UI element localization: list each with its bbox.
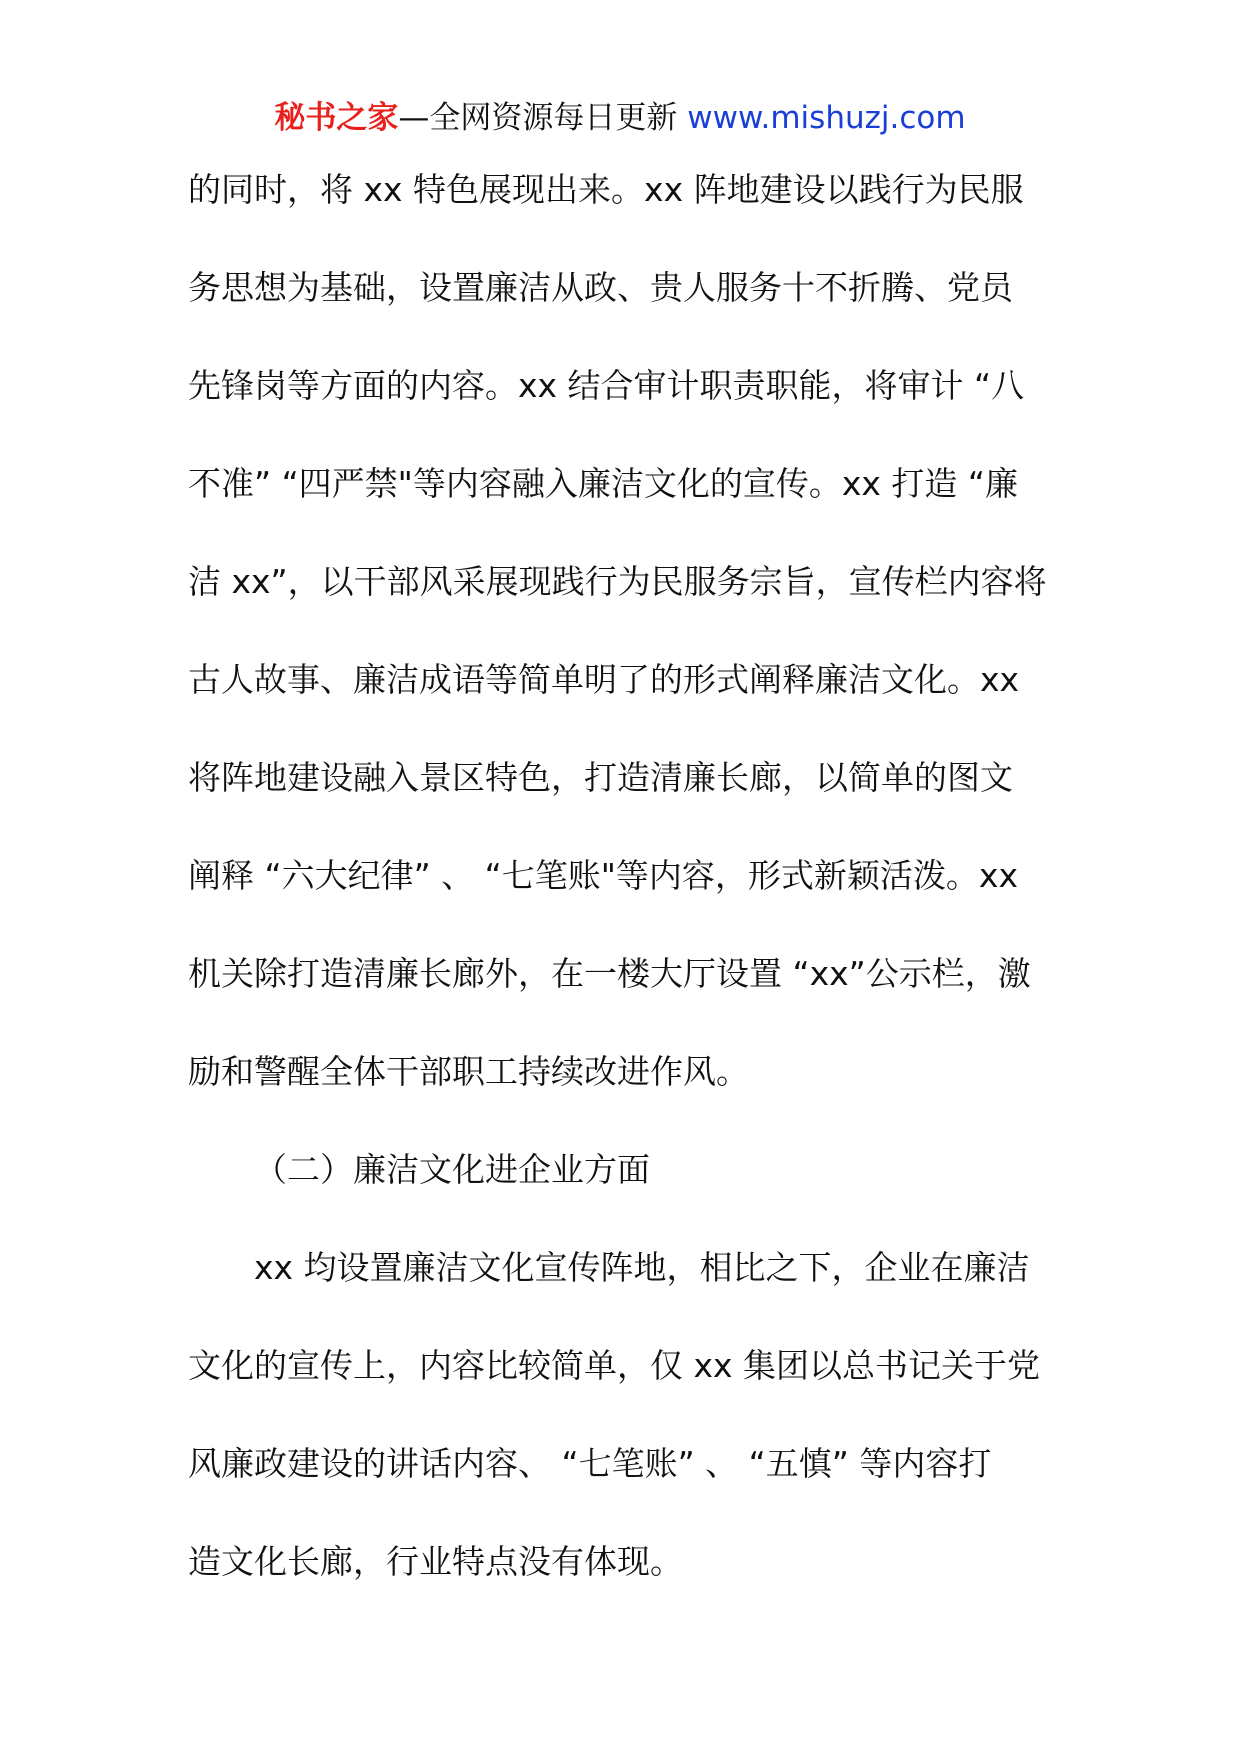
- site-url-link[interactable]: www.mishuzj.com: [687, 100, 966, 136]
- text-line: 将阵地建设融入景区特色，打造清廉长廊，以简单的图文: [188, 758, 1013, 797]
- paragraph-1: [188, 165, 1058, 1145]
- text-line: 机关除打造清廉长廊外，在一楼大厅设置 “xx”公示栏，激: [188, 954, 1031, 993]
- text-line: 的同时，将 xx 特色展现出来。xx 阵地建设以践行为民服: [188, 170, 1024, 209]
- text-line: 先锋岗等方面的内容。xx 结合审计职责职能，将审计 “八: [188, 366, 1025, 405]
- text-line: 阐释 “六大纪律” 、 “七笔账"等内容，形式新颖活泼。xx: [188, 856, 1018, 895]
- text-line: 不准” “四严禁"等内容融入廉洁文化的宣传。xx 打造 “廉: [188, 464, 1018, 503]
- site-header: [0, 98, 1240, 138]
- section-heading: （二）廉洁文化进企业方面: [254, 1150, 650, 1189]
- site-brand-name: 秘书之家: [274, 100, 399, 136]
- text-line: 文化的宣传上，内容比较简单，仅 xx 集团以总书记关于党: [188, 1346, 1041, 1385]
- paragraph-2: [188, 1243, 1058, 1635]
- text-line: 风廉政建设的讲话内容、 “七笔账” 、 “五慎” 等内容打: [188, 1444, 992, 1483]
- text-line: 造文化长廊，行业特点没有体现。: [188, 1542, 683, 1581]
- text-line: 古人故事、廉洁成语等简单明了的形式阐释廉洁文化。xx: [188, 660, 1020, 699]
- document-body: [188, 165, 1058, 1635]
- text-line: 务思想为基础，设置廉洁从政、贵人服务十不折腾、党员: [188, 268, 1013, 307]
- text-line: xx 均设置廉洁文化宣传阵地，相比之下，企业在廉洁: [254, 1248, 1030, 1287]
- text-line: 励和警醒全体干部职工持续改进作风。: [188, 1052, 749, 1091]
- site-tagline: —全网资源每日更新: [398, 100, 678, 136]
- text-line: 洁 xx”，以干部风采展现践行为民服务宗旨，宣传栏内容将: [188, 562, 1047, 601]
